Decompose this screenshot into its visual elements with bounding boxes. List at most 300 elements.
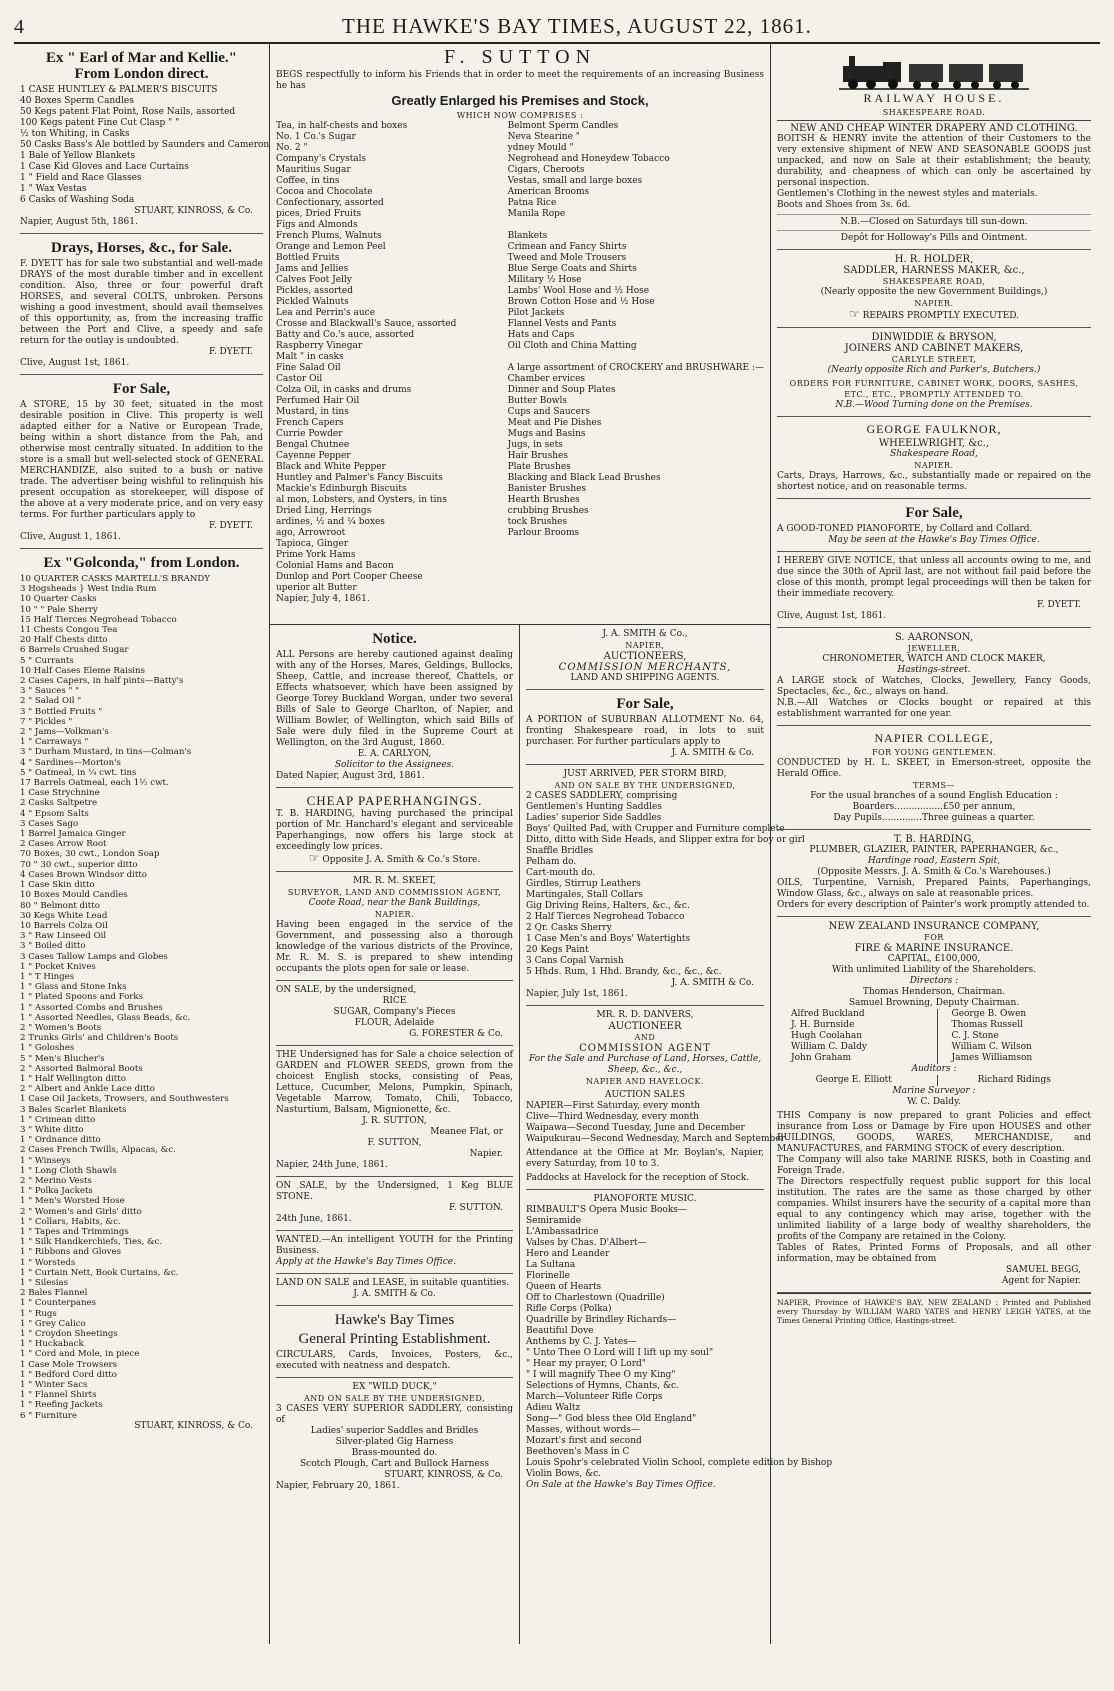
ad-address: SHAKESPEARE ROAD, [882,277,986,286]
list-item: 2 " Merino Vests [20,1175,92,1186]
date: Dated Napier, August 3rd, 1861. [276,771,425,781]
list-item: 17 Barrels Oatmeal, each 1½ cwt. [20,778,169,789]
list-item: Pickled Walnuts [276,297,349,307]
list-item: 1 " Silk Handkerchiefs, Ties, &c. [20,1237,163,1248]
list-item: 5 " Currants [20,655,74,666]
list-item: 10 QUARTER CASKS MARTELL'S BRANDY [20,574,210,584]
list-item: 1 " Ordnance ditto [20,1135,101,1146]
list-item: ardines, ½ and ¼ boxes [276,517,385,527]
list-item: Calves Foot Jelly [276,275,352,285]
ad-text: A LARGE stock of Watches, Clocks, Jewellery, Fancy Goods, Spectacles, &c., &c., always on hand. [777,676,1091,697]
list-item: 4 Cases Brown Windsor ditto [20,869,147,880]
list-item: Rifle Corps (Polka) [526,1304,612,1314]
list-item: 1 Case Strychnine [20,788,100,799]
list-item: Thomas Russell [951,1020,1023,1030]
list-item: Waipawa—Second Tuesday, June and December [526,1123,745,1133]
list-item: Orange and Lemon Peel [276,242,386,252]
list-item: 1 " Assorted Needles, Glass Beads, &c. [20,1012,191,1023]
ad-faulknor [777,417,1091,499]
list-item: 3 " Durham Mustard, in tins—Colman's [20,747,192,758]
ad-title: Ex "Golconda," from London. [43,555,240,571]
ad-day-pupils: Day Pupils..............Three guineas a quarter. [833,813,1035,823]
ad-role-3: LAND AND SHIPPING AGENTS. [570,673,720,683]
signature-role: Agent for Napier. [1001,1276,1081,1286]
ad-role: JEWELLER, [907,644,961,653]
list-item: Quadrille by Brindley Richards— [526,1315,677,1325]
pointing-hand-icon: ☞ [308,851,320,865]
list-item: 1 " Grey Calico [20,1318,86,1329]
list-item: 1 " Reefing Jackets [20,1400,103,1411]
list-item: Lambs' Wool Hose and ½ Hose [507,286,650,296]
column-2 [270,625,520,1644]
ad-nb: N.B.—Wood Turning done on the Premises. [835,400,1033,410]
ad-nb: N.B.—All Watches or Clocks bought or repaired at this establishment warranted for one year. [777,698,1091,719]
ad-address: Coote Road, near the Bank Buildings, [308,898,481,908]
directors-left [777,1009,931,1064]
ad-chairman: Thomas Henderson, Chairman. [862,987,1006,997]
ad-text: ON SALE, by the Undersigned, 1 Keg BLUE STONE. [276,1181,513,1202]
signature-role: Solicitor to the Assignees. [334,760,455,770]
list-item: 6 " Furniture [20,1410,77,1421]
list-item: Mustard, in tins [276,407,349,417]
list-item: 1 " Field and Race Glasses [20,173,142,183]
ad-text: ALL Persons are hereby cautioned against dealing with any of the Horses, Mares, Geldings, Bullocks, Sheep, Cattle, and increase thereof, Chattels, or Effects whatsoever, which have been assigned by George Torey Buckland Worgan, under two several Bills of Sale to George Charlton, of Napier, and William Bowler, of Wellington, which said Bills of Sale were duly filed in the Supreme Court at Wellington, on the 3rd August, 1860. [276,650,513,748]
list-item: 50 Kegs patent Flat Point, Rose Nails, assorted [20,107,236,117]
railway-train-icon [839,52,1029,90]
list-item: 10 Quarter Casks [20,594,97,605]
list-item: Song—" God bless thee Old England" [526,1414,697,1424]
list-item: French Capers [276,418,344,428]
list-item: 1 " Carraways " [20,737,89,748]
ad-railway-house [777,44,1091,250]
list-item: Scotch Plough, Cart and Bullock Harness [300,1459,489,1469]
list-item: 1 Bale of Yellow Blankets [20,151,136,161]
list-item [508,220,764,231]
ad-forester [276,981,513,1046]
list-item: Pickles, assorted [276,286,354,296]
list-item: Parlour Brooms [507,528,580,538]
list-item: 2 Casks Saltpetre [20,798,98,809]
list-item: Meat and Pie Dishes [507,418,602,428]
signature-2-location: Napier. [469,1149,503,1159]
list-item: Batty and Co.'s auce, assorted [276,330,415,340]
ad-storm-bird [526,765,805,1006]
list-item: 3 " Sauces " " [20,686,80,697]
list-item: Selections of Hymns, Chants, &c. [526,1381,679,1391]
list-item: Crimean and Fancy Shirts [507,242,627,252]
date: Clive, August 1st, 1861. [777,611,887,621]
signature: J. A. SMITH & Co. [671,978,754,988]
ad-opposite: Opposite J. A. Smith & Co.'s Store. [322,855,481,865]
list-item: Boys' Quilted Pad, with Crupper and Furniture complete [526,824,785,834]
date: Clive, August 1, 1861. [20,532,121,542]
list-item: 2 Bales Flannel [20,1288,88,1299]
list-item: Pelham do. [526,857,577,867]
list-item: 2 " Albert and Ankle Lace ditto [20,1084,155,1095]
list-item: Clive—Third Wednesday, every month [526,1112,699,1122]
ad-title: NEW ZEALAND INSURANCE COMPANY, [828,921,1040,932]
ad-town: NAPIER, [625,641,665,650]
list-item: J. H. Burnside [791,1020,855,1030]
signature-location: Meanee Flat, or [430,1127,503,1137]
list-item: 100 Kegs patent Fine Cut Clasp " " [20,118,180,128]
signature: SAMUEL BEGG, [1006,1265,1081,1275]
ad-depot: Depôt for Holloway's Pills and Ointment. [777,230,1091,244]
list-item: Neva Stearine " [507,132,580,142]
list-item: Mauritius Sugar [276,165,351,175]
ad-seen: May be seen at the Hawke's Bay Times Office. [828,535,1040,545]
list-item: 10 " " Pale Sherry [20,604,98,615]
list-item: 1 " Crimean ditto [20,1114,96,1125]
ad-apply: Apply at the Hawke's Bay Times Office. [276,1257,456,1267]
date: Clive, August 1st, 1861. [20,358,130,368]
list-item: NAPIER—First Saturday, every month [526,1101,700,1111]
ad-and: AND [634,1033,656,1042]
ad-text-2: The Company will also take MARINE RISKS, both in Coasting and Foreign Trade. [777,1155,1091,1176]
list-item: 2 CASES SADDLERY, comprising [526,791,678,801]
list-item: 6 Barrels Crushed Sugar [20,645,129,656]
ad-address: Hastings-street. [897,665,971,675]
list-item: Tea, in half-chests and boxes [276,121,408,131]
list-item: 1 Case Skin ditto [20,880,95,891]
ad-text: THE Undersigned has for Sale a choice selection of GARDEN and FLOWER SEEDS, grown from the choicest English stocks, consisting of Peas, Lettuce, Cucumber, Melons, Pumpkin, Spinach, Vegetable Marrow, Tomato, Chili, Tobacco, Nasturtium, Balsam, Mignionette, &c. [276,1050,513,1115]
masthead [14,14,1100,44]
directors-list [777,1009,1091,1064]
ad-text: LAND ON SALE and LEASE, in suitable quantities. [276,1278,510,1288]
ad-notice [276,625,513,788]
list-item: Brass-mounted do. [351,1448,438,1458]
list-item: Plate Brushes [507,462,571,472]
list-item: ½ ton Whiting, in Casks [20,129,130,139]
item-list [526,791,805,978]
item-list [20,574,263,1421]
item-list [20,85,270,206]
ad-smith [526,625,764,690]
list-item: Jugs, in sets [507,440,563,450]
list-item: Anthems by C. J. Yates— [526,1337,637,1347]
list-item: 1 " Silesias [20,1278,69,1289]
ad-head: EX "WILD DUCK," [352,1382,437,1392]
list-item: Oil Cloth and China Matting [507,341,637,351]
list-item: Cocoa and Chocolate [276,187,373,197]
list-item: 3 Hogsheads } West India Rum [20,584,157,595]
list-item: Mugs and Basins [507,429,586,439]
signature: STUART, KINROSS, & Co. [134,206,253,216]
list-item: 1 " Men's Worsted Hose [20,1196,125,1207]
ad-role: SADDLER, HARNESS MAKER, &c., [843,265,1025,276]
ad-store-sale [20,375,263,549]
list-item: 2 Half Tierces Negrohead Tobacco [526,912,685,922]
list-item: Tweed and Mole Trousers [507,253,627,263]
signature: F. DYETT. [1036,600,1081,610]
ad-repairs-text: REPAIRS PROMPTLY EXECUTED. [862,311,1020,321]
directors-right [937,1009,1092,1064]
date: Napier, July 1st, 1861. [526,989,628,999]
list-item: 1 " Worsteds [20,1257,76,1268]
ad-town: NAPIER. [374,910,415,919]
list-item: Perfumed Hair Oil [276,396,360,406]
ad-orders: ORDERS FOR FURNITURE, CABINET WORK, DOORS, SASHES, ETC., ETC., PROMPTLY ATTENDED TO. [789,379,1079,399]
ad-land [276,1274,513,1306]
signature: F. SUTTON. [448,1203,503,1213]
ad-text-4: Tables of Rates, Printed Forms of Proposals, and all other information, may be obtained from [777,1243,1091,1264]
signature: F. DYETT. [208,347,253,357]
list-item: Queen of Hearts [526,1282,602,1292]
ad-text: I HEREBY GIVE NOTICE, that unless all accounts owing to me, and due since the 30th of April last, are not without fail paid before the close of this month, prompt legal proceedings will then be taken for their immediate recovery. [777,556,1091,599]
ad-role: SURVEYOR, LAND AND COMMISSION AGENT, [287,888,502,897]
list-item: 2 Qr. Casks Sherry [526,923,612,933]
list-item: 1 " Polka Jackets [20,1186,93,1197]
list-item: Malt " in casks [276,352,344,362]
ad-opposite: (Opposite Messrs. J. A. Smith & Co.'s Warehouses.) [817,867,1051,877]
ad-near: (Nearly opposite Rich and Parker's, Butchers.) [827,365,1041,375]
list-item: 3 " White ditto [20,1124,84,1135]
ad-address [276,853,513,866]
ad-role: JOINERS AND CABINET MAKERS, [844,343,1024,354]
ad-title: RAILWAY HOUSE. [863,91,1005,105]
list-item: 1 " Flannel Shirts [20,1390,97,1401]
list-item: Raspberry Vinegar [276,341,363,351]
list-item: 10 Barrels Colza Oil [20,920,108,931]
ad-wanted [276,1231,513,1274]
ad-title: CHEAP PAPERHANGINGS. [306,793,483,808]
list-item: 20 Half Chests ditto [20,635,108,646]
list-item: Martingales, Stall Collars [526,890,643,900]
list-item: Blacking and Black Lead Brushes [507,473,661,483]
ad-address: CARLYLE STREET, [891,355,977,364]
list-item: pices, Dried Fruits [276,209,362,219]
ad-paddocks: Paddocks at Havelock for the reception of Stock. [526,1173,750,1183]
list-item: 70 Boxes, 30 cwt., London Soap [20,849,160,860]
ad-danvers [526,1006,785,1190]
list-item: crubbing Brushes [507,506,589,516]
list-item: 1 " Winter Sacs [20,1380,88,1391]
ad-dyett-notice [777,552,1091,628]
list-item: tock Brushes [507,517,568,527]
ad-nb: N.B.—Closed on Saturdays till sun-down. [777,214,1091,228]
ad-text: 3 CASES VERY SUPERIOR SADDLERY, consisting of [276,1404,513,1425]
list-item: Gentlemen's Hunting Saddles [526,802,662,812]
list-item: 7 " Pickles " [20,716,73,727]
list-item: 10 Half Cases Eleme Raisins [20,665,145,676]
list-item: Gig Driving Reins, Halters, &c., &c. [526,901,690,911]
ad-text: A STORE, 15 by 30 feet, situated in the most desirable position in Clive. This property is well adapted either for a Native or European Trade, being within a short distance from the Pah, and otherwise most centrally situated. In addition to the store is a small but well-selected stock of GENERAL MERCHANDIZE, also suited to a bush or native trade. The advertiser being wishful to relinquish his present occupation as storekeeper, will dispose of the above at a very moderate price, and on very easy terms. For further particulars apply to [20,400,263,520]
list-item: Masses, without words— [526,1425,640,1435]
ad-text-2: Gentlemen's Clothing in the newest styles and materials. [777,189,1038,199]
pointing-hand-icon: ☞ [848,307,860,321]
ad-name: H. R. HOLDER, [894,254,974,265]
list-item: 1 " Huckaback [20,1339,84,1350]
list-item: Banister Brushes [507,484,587,494]
list-item: Dunlop and Port Cooper Cheese [276,572,423,582]
list-item: Confectionary, assorted [276,198,384,208]
ad-aaronson [777,628,1091,726]
ad-text: Carts, Drays, Harrows, &c., substantially made or repaired on the shortest notice, and on reasonable terms. [777,471,1091,492]
ad-blue-stone [276,1177,513,1231]
ad-title: PIANOFORTE MUSIC. [593,1194,697,1204]
list-item: " Hear my prayer, O Lord" [526,1359,646,1369]
ad-role: WHEELWRIGHT, &c., [878,438,990,449]
list-item: 70 " 30 cwt., superior ditto [20,859,138,870]
list-item: 1 CASE HUNTLEY & PALMER'S BISCUITS [20,85,218,95]
list-item: Pilot Jackets [507,308,565,318]
list-item: Manila Rope [507,209,566,219]
ad-sutton [270,44,770,625]
ad-title: Ex " Earl of Mar and Kellie." [46,50,237,66]
list-item: 1 " Assorted Combs and Brushes [20,1002,163,1013]
list-item: 1 Case Men's and Boys' Watertights [526,934,691,944]
list-item: 1 " Plated Spoons and Forks [20,992,144,1003]
columns [14,44,1100,1644]
list-item: Hair Brushes [507,451,568,461]
ad-sub: SHAKESPEARE ROAD. [882,108,986,117]
ad-suburban-sale [526,690,764,765]
ad-intro: ON SALE, by the undersigned, [276,985,417,995]
list-item: 3 Cases Sago [20,818,79,829]
list-item: Military ½ Hose [507,275,582,285]
ad-headline: Greatly Enlarged his Premises and Stock, [391,93,649,108]
list-item: Crosse and Blackwall's Sauce, assorted [276,319,457,329]
ad-pianoforte-sale [777,499,1091,552]
ad-golconda [20,549,263,1437]
list-item: uperior alt Butter [276,583,357,593]
ad-surveyor: W. C. Daldy. [907,1097,961,1107]
ad-dinwiddie [777,328,1091,417]
ad-earl-of-mar [20,44,270,234]
ad-skeet [276,872,513,981]
signature: J. R. SUTTON, [362,1116,427,1126]
ad-sub: AND ON SALE BY THE UNDERSIGNED, [303,1394,486,1403]
imprint-text: NAPIER, Province of HAWKE'S BAY, NEW ZEALAND : Printed and Published every Thursday by WILLIAM WARD YATES and HENRY LEIGH YATES, at the Times General Printing Office, Hastings-street. [777,1298,1091,1325]
list-item: March—Volunteer Rifle Corps [526,1392,663,1402]
list-item: James Williamson [951,1053,1033,1063]
list-item: 5 " Men's Blucher's [20,1053,105,1064]
list-item: A large assortment of CROCKERY and BRUSHWARE :— [507,363,764,373]
list-item: 1 Case Mole Trowsers [20,1359,118,1370]
ad-name: S. AARONSON, [894,632,974,643]
ad-address: Hardinge road, Eastern Spit, [867,856,1001,866]
ad-garden-seeds [276,1046,513,1177]
list-item: 15 Half Tierces Negrohead Tobacco [20,614,177,625]
list-item: Mozart's first and second [526,1436,642,1446]
ad-text-3: The Directors respectfully request public support for this local institution. The rates are the same as those charged by other companies. Whilst insurers have the security of a capital more than equal to any contingency which may arise, together with the unlimited liability of a large body of wealthy shareholders, the profits of the Company are retained in the Colony. [777,1177,1091,1242]
ad-text: F. DYETT has for sale two substantial and well-made DRAYS of the most durable timber and in excellent condition. Also, three or four powerful draft HORSES, and several COLTS, unbroken. Persons wishing a good investment, should avail themselves of this opportunity, as, from the increasing traffic between the Port and Clive, a speedy and safe return for the outlay is undoubted. [20,259,263,346]
column-1 [14,44,270,1644]
list-item: Currie Powder [276,429,343,439]
ad-auditors-head: Auditors : [911,1064,957,1074]
ad-drays [20,234,263,375]
ad-text-2: Orders for every description of Painter's work promptly attended to. [777,900,1090,910]
list-item: Waipukurau—Second Wednesday, March and September [526,1134,785,1144]
list-item: 4 " Epsom Salts [20,808,89,819]
list-item: 1 " Collars, Habits, &c. [20,1216,121,1227]
list-item: Vestas, small and large boxes [507,176,643,186]
list-item: 1 " Bedford Cord ditto [20,1369,117,1380]
ad-capital: CAPITAL, £100,000, [887,954,981,964]
list-item: 10 Boxes Mould Candles [20,890,128,901]
ad-near: (Nearly opposite the new Government Buildings,) [820,287,1048,297]
list-item: Colza Oil, in casks and drums [276,385,412,395]
ad-title: F. SUTTON [443,46,597,68]
list-item: Belmont Sperm Candles [507,121,619,131]
list-item: Dinner and Soup Plates [507,385,616,395]
list-item: Snaffle Bridles [526,846,594,856]
auditor-left: George E. Elliott [815,1075,892,1085]
ad-attendance: Attendance at the Office at Mr. Boylan's, Napier, every Saturday, from 10 to 3. [526,1148,764,1169]
list-item: Negrohead and Honeydew Tobacco [507,154,670,164]
ad-name: GEORGE FAULKNOR, [866,422,1002,436]
ad-napier-college [777,726,1091,830]
list-item: RIMBAULT'S Opera Music Books— [526,1205,687,1215]
list-item: 1 " T Hinges [20,971,75,982]
sutton-right-list [508,121,764,594]
list-item: Louis Spohr's celebrated Violin School, complete edition by Bishop [526,1458,833,1468]
ad-role-2: CHRONOMETER, WATCH AND CLOCK MAKER, [822,654,1046,664]
list-item: Black and White Pepper [276,462,386,472]
ad-location: NAPIER AND HAVELOCK. [586,1077,704,1086]
list-item: Off to Charlestown (Quadrille) [526,1293,665,1303]
list-item: American Brooms [507,187,590,197]
ad-text: For the Sale and Purchase of Land, Horses, Cattle, Sheep, &c., &c., [528,1054,762,1075]
list-item: SUGAR, Company's Pieces [333,1007,456,1017]
list-item: 2 " Women's Boots [20,1022,102,1033]
signature: STUART, KINROSS, & Co. [384,1470,503,1480]
list-item: Dried Ling, Herrings [276,506,372,516]
list-item: Beethoven's Mass in C [526,1447,630,1457]
list-item: Blue Serge Coats and Shirts [507,264,637,274]
ad-name: MR. R. D. DANVERS, [596,1010,694,1020]
list-item: al mon, Lobsters, and Oysters, in tins [276,495,447,505]
imprint [777,1293,1091,1330]
ad-name: T. B. HARDING, [893,834,975,845]
list-item: 1 " Pocket Knives [20,961,96,972]
list-item: William C. Daldy [791,1042,867,1052]
list-item: C. J. Stone [951,1031,999,1041]
list-item: 3 Bales Scarlet Blankets [20,1104,127,1115]
list-item: 80 " Belmont ditto [20,900,100,911]
list-item: 30 Kegs White Lead [20,910,108,921]
ad-role: PLUMBER, GLAZIER, PAINTER, PAPERHANGER, &c., [809,845,1059,855]
list-item: 1 " Ribbons and Gloves [20,1247,121,1258]
list-item: Flannel Vests and Pants [507,319,617,329]
list-item: Figs and Almonds [276,220,358,230]
list-item: 1 " Croydon Sheetings [20,1329,118,1340]
list-item: Violin Bows, &c. [526,1469,602,1479]
list-item: 1 " Wax Vestas [20,184,87,194]
list-item: La Sultana [526,1260,576,1270]
ad-title: NAPIER COLLEGE, [874,731,994,745]
list-item: 3 Cans Copal Varnish [526,956,624,966]
column-4 [771,44,1097,1644]
date: 24th June, 1861. [276,1214,352,1224]
list-item: 1 " Cord and Mole, in piece [20,1349,140,1360]
list-item: 1 Case Oil Jackets, Trowsers, and Southwesters [20,1094,229,1105]
list-item: Ditto, ditto with Side Heads, and Slipper extra for boy or girl [526,835,805,845]
ad-name: J. A. SMITH & Co., [602,629,688,639]
list-item: Hugh Coolahan [791,1031,862,1041]
list-item: " I will magnify Thee O my King" [526,1370,676,1380]
ad-sales-head: AUCTION SALES [604,1090,686,1100]
list-item: George B. Owen [951,1009,1027,1019]
list-item: William C. Wilson [951,1042,1032,1052]
signature: J. A. SMITH & Co. [671,748,754,758]
list-item: 1 " Tapes and Trimmings [20,1227,129,1237]
list-item: No. 1 Co.'s Sugar [276,132,356,142]
list-item: 1 " Counterpanes [20,1298,97,1309]
ad-text: OILS, Turpentine, Varnish, Prepared Paints, Paperhangings, Window Glass, &c., always on sale at reasonable prices. [777,878,1091,899]
ad-intro: BEGS respectfully to inform his Friends that in order to meet the requirements of an increasing Business he has [276,70,764,91]
list-item: ydney Mould " [507,143,574,153]
